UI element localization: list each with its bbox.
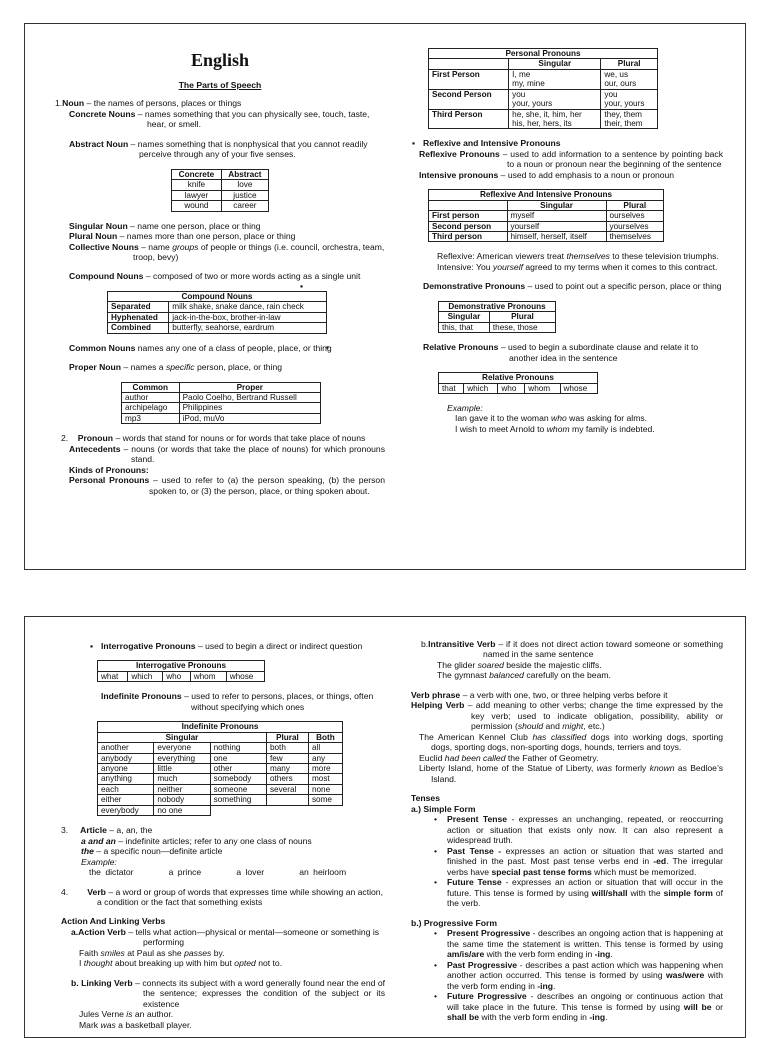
interrogative-pronouns-table	[97, 660, 265, 682]
table-cell: Combined	[108, 323, 169, 333]
table-cell: First person	[429, 211, 508, 221]
table-header: Proper	[179, 382, 320, 392]
indefinite-article-definition: a and an – indefinite articles; refer to any one class of nouns	[81, 835, 312, 846]
action-linking-heading: Action And Linking Verbs	[61, 916, 166, 927]
helping-verb-example-1: The American Kennel Club has classified dogs into working dogs, sporting dogs, sporting dogs, non-sporting dogs, hounds, terriers and toys.	[419, 731, 724, 753]
table-cell: Hyphenated	[108, 312, 169, 322]
table-cell: each	[98, 784, 154, 794]
document-title: English	[190, 50, 250, 70]
table-cell: everything	[154, 753, 210, 763]
table-cell: everybody	[98, 805, 154, 815]
action-verb-example-2: I thought about breaking up with him but opted not to.	[79, 958, 283, 969]
relative-pronouns-definition: ▪ Relative Pronouns – used to begin a subordinate clause and relate it to another idea in the sentence	[409, 342, 723, 363]
linking-verb-example-1: Jules Verne is an author.	[79, 1009, 174, 1020]
table-header: Singular	[509, 59, 601, 69]
table-cell: archipelago	[122, 403, 180, 413]
table-cell: Separated	[108, 302, 169, 312]
intensive-example: Intensive: You yourself agreed to my terms when it comes to this contract.	[437, 261, 718, 272]
concrete-abstract-table	[171, 169, 269, 212]
table-cell: Second person	[429, 221, 508, 231]
table-header: Singular	[98, 732, 267, 742]
page-2-right-column	[411, 639, 723, 1022]
article-examples: the dictator a prince a lover an heirloom	[89, 867, 347, 878]
table-cell: justice	[221, 190, 268, 200]
table-header: Interrogative Pronouns	[98, 661, 265, 671]
plural-noun-definition: Plural Noun – names more than one person, place or thing	[69, 231, 296, 242]
table-cell: something	[210, 795, 266, 805]
common-proper-table	[121, 382, 321, 425]
future-tense-definition: • Future Tense - expresses an action or situation that will occur in the future. This tense is formed by using will/shall with the simple form of the verb.	[429, 877, 723, 908]
table-header: Compound Nouns	[108, 291, 327, 301]
table-cell	[429, 200, 508, 210]
table-cell: some	[308, 795, 342, 805]
table-cell: himself, herself, itself	[507, 232, 606, 242]
table-header: Reflexive And Intensive Pronouns	[429, 190, 664, 200]
reflexive-example: Reflexive: American viewers treat themselves to these television triumphs.	[437, 251, 719, 262]
indefinite-pronouns-definition: ▪ Indefinite Pronouns – used to refer to persons, places, or things, often without specifying which ones	[87, 691, 385, 712]
example-label: Example:	[81, 856, 117, 867]
table-cell: ourselves	[606, 211, 663, 221]
page-2-left-column	[55, 641, 385, 1030]
demonstrative-pronouns-definition: ▪ Demonstrative Pronouns – used to point out a specific person, place or thing	[409, 281, 723, 291]
reflexive-intensive-heading: ▪ Reflexive and Intensive Pronouns	[409, 138, 723, 148]
table-header: Demonstrative Pronouns	[439, 301, 556, 311]
reflexive-intensive-table	[428, 189, 664, 242]
table-header: Singular	[507, 200, 606, 210]
table-cell: nothing	[210, 743, 266, 753]
table-cell: iPod, muVo	[179, 413, 320, 423]
table-cell: I, me my, mine	[509, 69, 601, 89]
table-cell: nobody	[154, 795, 210, 805]
table-cell: little	[154, 763, 210, 773]
table-header: Concrete	[172, 169, 222, 179]
table-cell: none	[308, 784, 342, 794]
table-header: Personal Pronouns	[429, 49, 658, 59]
table-cell: most	[308, 774, 342, 784]
table-cell: you your, yours	[509, 89, 601, 109]
verb-phrase-definition: Verb phrase – a verb with one, two, or three helping verbs before it	[411, 689, 668, 700]
singular-noun-definition: Singular Noun – name one person, place or thing	[69, 220, 261, 231]
interrogative-pronouns-definition: ▪ Interrogative Pronouns – used to begin a direct or indirect question	[87, 641, 385, 651]
table-cell: either	[98, 795, 154, 805]
table-cell: anyone	[98, 763, 154, 773]
table-cell: somebody	[210, 774, 266, 784]
personal-pronouns-definition: ▪ Personal Pronouns – used to refer to (a) the person speaking, (b) the person spoken to, or (3) the person, place, or thing spoken about.	[61, 475, 385, 496]
relative-example-1: Ian gave it to the woman who was asking for alms.	[455, 413, 648, 424]
progressive-form-heading: b.) Progressive Form	[411, 917, 497, 928]
linking-verb-definition: b. Linking Verb – connects its subject with a word generally found near the end of the sentence; expresses the condition of the subject or its existence	[71, 977, 385, 1009]
example-label: Example:	[447, 402, 483, 413]
table-cell: these, those	[489, 322, 555, 332]
table-cell: one	[210, 753, 266, 763]
table-cell: lawyer	[172, 190, 222, 200]
table-cell: several	[266, 784, 308, 794]
table-header: Indefinite Pronouns	[98, 722, 343, 732]
table-cell: whose	[560, 383, 597, 393]
common-noun-definition: Common Nouns names any one of a class of people, place, or thing	[69, 342, 332, 353]
noun-definition: 1.Noun – the names of persons, places or things	[55, 98, 242, 109]
table-cell: both	[266, 743, 308, 753]
page-1-right-column	[413, 48, 723, 434]
table-header: Relative Pronouns	[439, 373, 598, 383]
verb-definition: 4. Verb – a word or group of words that expresses time while showing an action, a condition or the fact that something exists	[61, 886, 383, 907]
table-header: Singular	[439, 312, 490, 322]
table-cell: he, she, it, him, her his, her, hers, its	[509, 109, 601, 129]
table-cell: knife	[172, 180, 222, 190]
table-cell: that	[439, 383, 464, 393]
table-cell: yourselves	[606, 221, 663, 231]
table-cell: whom	[525, 383, 560, 393]
table-header: Abstract	[221, 169, 268, 179]
table-header: Common	[122, 382, 180, 392]
table-header: Plural	[606, 200, 663, 210]
helping-verb-example-2: Euclid had been called the Father of Geometry.	[419, 752, 599, 763]
reflexive-pronouns-definition: Reflexive Pronouns – used to add information to a sentence by pointing back to a noun or pronoun near the beginning of the sentence	[419, 148, 724, 170]
table-cell: neither	[154, 784, 210, 794]
table-cell: someone	[210, 784, 266, 794]
table-cell: you your, yours	[601, 89, 658, 109]
past-progressive-definition: • Past Progressive - describes a past action which was happening when another action occurred. This tense is formed by using was/were with the verb form ending in -ing.	[429, 960, 723, 991]
tenses-heading: Tenses	[411, 793, 440, 804]
table-cell: anything	[98, 774, 154, 784]
linking-verb-example-2: Mark was a basketball player.	[79, 1019, 192, 1030]
table-cell: all	[308, 743, 342, 753]
table-cell: few	[266, 753, 308, 763]
present-progressive-definition: • Present Progressive - describes an ongoing action that is happening at the same time the statement is written. This tense is formed by using am/is/are with the verb form ending in -ing.	[429, 928, 723, 959]
kinds-of-pronouns: Kinds of Pronouns:	[69, 464, 149, 475]
table-cell: who	[498, 383, 525, 393]
table-cell: they, them their, them	[601, 109, 658, 129]
table-cell: First Person	[429, 69, 509, 89]
table-cell: milk shake, snake dance, rain check	[169, 302, 327, 312]
table-cell	[266, 795, 308, 805]
table-cell: Third person	[429, 232, 508, 242]
table-header: Both	[308, 732, 342, 742]
table-cell: others	[266, 774, 308, 784]
table-cell: more	[308, 763, 342, 773]
table-cell: which	[128, 671, 163, 681]
helping-verb-example-3: Liberty Island, home of the Statue of Liberty, was formerly known as Bedloe’s Island.	[419, 763, 724, 784]
table-cell: much	[154, 774, 210, 784]
table-cell: jack-in-the-box, brother-in-law	[169, 312, 327, 322]
page-1-left-column	[55, 48, 385, 496]
table-cell: Philippines	[179, 403, 320, 413]
table-cell: any	[308, 753, 342, 763]
table-cell: we, us our, ours	[601, 69, 658, 89]
table-cell	[429, 59, 509, 69]
action-verb-definition: a.Action Verb – tells what action—physical or mental—someone or something is performing	[71, 926, 380, 948]
intensive-pronouns-definition: Intensive pronouns – used to add emphasis to a noun or pronoun	[419, 169, 675, 180]
past-tense-definition: • Past Tense - expresses an action or situation that was started and finished in the past. Most past tense verbs end in -ed. The irregular verbs have special past tense forms which must be memorized.	[429, 846, 723, 877]
table-cell: many	[266, 763, 308, 773]
page-1	[24, 23, 746, 570]
table-cell: wound	[172, 201, 222, 211]
compound-nouns-table	[107, 291, 327, 334]
table-cell: author	[122, 393, 180, 403]
table-cell: yourself	[507, 221, 606, 231]
intransitive-example-2: The gymnast balanced carefully on the beam.	[437, 670, 611, 681]
personal-pronouns-table	[428, 48, 658, 129]
table-cell: who	[163, 671, 191, 681]
table-header: Plural	[601, 59, 658, 69]
action-verb-example-1: Faith smiles at Paul as she passes by.	[79, 947, 225, 958]
table-cell: career	[221, 201, 268, 211]
helping-verb-definition: Helping Verb – add meaning to other verbs; change the time expressed by the key verb; used to indicate obligation, possibility, ability or permission (should and might, etc.)	[411, 700, 723, 732]
table-cell: love	[221, 180, 268, 190]
table-cell: what	[98, 671, 128, 681]
table-cell: another	[98, 743, 154, 753]
table-header: Plural	[489, 312, 555, 322]
table-cell: Paolo Coelho, Bertrand Russell	[179, 393, 320, 403]
relative-example-2: I wish to meet Arnold to whom my family is indebted.	[455, 423, 655, 434]
table-cell: this, that	[439, 322, 490, 332]
table-cell: Third Person	[429, 109, 509, 129]
collective-noun-definition: Collective Nouns – name groups of people or things (i.e. council, orchestra, team, troop, bevy)	[69, 241, 385, 262]
table-cell: whom	[190, 671, 226, 681]
table-cell: other	[210, 763, 266, 773]
indefinite-pronouns-table	[97, 721, 343, 816]
table-header: Plural	[266, 732, 308, 742]
table-cell: themselves	[606, 232, 663, 242]
intransitive-example-1: The glider soared beside the majestic cliffs.	[437, 659, 602, 670]
antecedents-definition: Antecedents – nouns (or words that take the place of nouns) for which pronouns stand.	[69, 443, 386, 465]
proper-noun-definition: Proper Noun – names a specific person, place, or thing	[69, 362, 283, 373]
intransitive-verb-definition: b.Intransitive Verb – if it does not direct action toward someone or something named in the same sentence	[421, 639, 723, 660]
pronoun-definition: 2. Pronoun – words that stand for nouns or for words that take place of nouns	[61, 433, 366, 444]
page-2	[24, 616, 746, 1038]
table-cell: mp3	[122, 413, 180, 423]
table-cell: butterfly, seahorse, eardrum	[169, 323, 327, 333]
article-definition: 3. Article – a, an, the	[61, 825, 153, 836]
table-cell: whose	[226, 671, 264, 681]
simple-form-heading: a.) Simple Form	[411, 803, 476, 814]
table-cell: anybody	[98, 753, 154, 763]
present-tense-definition: • Present Tense - expresses an unchanging, repeated, or reoccurring action or situation that exists only now. It can also represent a widespread truth.	[429, 814, 723, 845]
relative-pronouns-table	[438, 372, 598, 394]
compound-noun-definition: Compound Nouns – composed of two or more words acting as a single unit	[69, 271, 361, 282]
abstract-noun-definition: Abstract Noun – names something that is nonphysical that you cannot readily perceive through any of your five senses.	[69, 138, 368, 160]
demonstrative-pronouns-table	[438, 301, 556, 333]
table-cell: which	[464, 383, 498, 393]
table-cell: Second Person	[429, 89, 509, 109]
table-cell: myself	[507, 211, 606, 221]
concrete-noun-definition: Concrete Nouns – names something that you can physically see, touch, taste, hear, or smell.	[69, 108, 370, 130]
section-subtitle: The Parts of Speech	[178, 79, 262, 90]
table-cell: everyone	[154, 743, 210, 753]
table-cell: no one	[154, 805, 210, 815]
future-progressive-definition: • Future Progressive - describes an ongoing or continuous action that will take place in the future. This tense is formed by using will be or shall be with the verb form ending in -ing.	[429, 991, 723, 1022]
definite-article-definition: the – a specific noun—definite article	[81, 846, 223, 857]
